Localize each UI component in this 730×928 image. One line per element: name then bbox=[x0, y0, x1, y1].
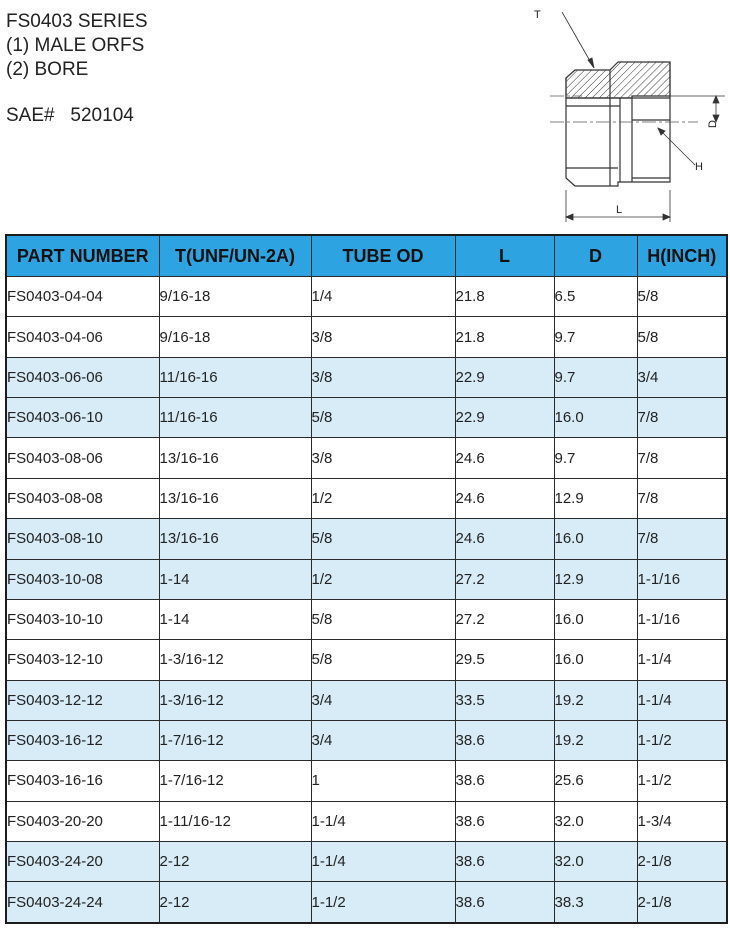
hex-cell: 1-1/4 bbox=[637, 640, 727, 680]
fitting-diagram bbox=[520, 0, 730, 228]
diameter-cell: 6.5 bbox=[554, 277, 637, 317]
thread-cell: 2-12 bbox=[159, 882, 311, 923]
tube-od-cell: 3/4 bbox=[311, 720, 455, 760]
table-row bbox=[6, 882, 727, 923]
thread-cell: 11/16-16 bbox=[159, 398, 311, 438]
diameter-cell: 32.0 bbox=[554, 801, 637, 841]
diameter-cell: 12.9 bbox=[554, 478, 637, 518]
centerline bbox=[550, 96, 698, 122]
series-title: FS0403 SERIES bbox=[6, 11, 148, 32]
diameter-cell: 19.2 bbox=[554, 720, 637, 760]
part-number-cell: FS0403-06-10 bbox=[6, 398, 159, 438]
tube-od-cell: 1/4 bbox=[311, 277, 455, 317]
thread-cell: 1-3/16-12 bbox=[159, 640, 311, 680]
col-header-l: L bbox=[455, 235, 554, 277]
thread-cell: 9/16-18 bbox=[159, 277, 311, 317]
label-l: L bbox=[616, 204, 623, 216]
part-number-cell: FS0403-12-12 bbox=[6, 680, 159, 720]
thread-cell: 1-14 bbox=[159, 599, 311, 639]
diameter-cell: 38.3 bbox=[554, 882, 637, 923]
fitting-body bbox=[566, 62, 670, 186]
col-header-thread: T(UNF/UN-2A) bbox=[159, 235, 311, 277]
table-row bbox=[6, 357, 727, 397]
table-row bbox=[6, 398, 727, 438]
tube-od-cell: 1-1/4 bbox=[311, 842, 455, 882]
part-number-cell: FS0403-06-06 bbox=[6, 357, 159, 397]
diameter-cell: 12.9 bbox=[554, 559, 637, 599]
tube-od-cell: 1-1/2 bbox=[311, 882, 455, 923]
thread-cell: 1-11/16-12 bbox=[159, 801, 311, 841]
part-number-cell: FS0403-24-24 bbox=[6, 882, 159, 923]
diameter-cell: 16.0 bbox=[554, 398, 637, 438]
length-cell: 27.2 bbox=[455, 599, 554, 639]
end-one-label: (1) MALE ORFS bbox=[6, 35, 145, 56]
thread-cell: 13/16-16 bbox=[159, 519, 311, 559]
table-row bbox=[6, 519, 727, 559]
hex-cell: 7/8 bbox=[637, 398, 727, 438]
end-two-label: (2) BORE bbox=[6, 59, 89, 80]
col-header-h: H(INCH) bbox=[637, 235, 727, 277]
hex-cell: 7/8 bbox=[637, 519, 727, 559]
table-header-row bbox=[6, 235, 727, 277]
tube-od-cell: 3/8 bbox=[311, 357, 455, 397]
hex-cell: 3/4 bbox=[637, 357, 727, 397]
diameter-cell: 25.6 bbox=[554, 761, 637, 801]
thread-cell: 9/16-18 bbox=[159, 317, 311, 357]
diameter-cell: 9.7 bbox=[554, 317, 637, 357]
part-number-cell: FS0403-08-10 bbox=[6, 519, 159, 559]
length-cell: 38.6 bbox=[455, 761, 554, 801]
diameter-cell: 9.7 bbox=[554, 357, 637, 397]
length-cell: 22.9 bbox=[455, 357, 554, 397]
tube-od-cell: 1/2 bbox=[311, 478, 455, 518]
col-header-d: D bbox=[554, 235, 637, 277]
hex-cell: 7/8 bbox=[637, 478, 727, 518]
thread-cell: 1-7/16-12 bbox=[159, 761, 311, 801]
tube-od-cell: 3/8 bbox=[311, 317, 455, 357]
table-row bbox=[6, 801, 727, 841]
tube-od-cell: 3/4 bbox=[311, 680, 455, 720]
length-cell: 38.6 bbox=[455, 882, 554, 923]
table-row bbox=[6, 842, 727, 882]
thread-cell: 11/16-16 bbox=[159, 357, 311, 397]
col-header-tube-od: TUBE OD bbox=[311, 235, 455, 277]
table-row bbox=[6, 438, 727, 478]
hex-cell: 7/8 bbox=[637, 438, 727, 478]
part-number-cell: FS0403-08-08 bbox=[6, 478, 159, 518]
hex-cell: 1-1/2 bbox=[637, 720, 727, 760]
part-number-cell: FS0403-12-10 bbox=[6, 640, 159, 680]
diameter-cell: 9.7 bbox=[554, 438, 637, 478]
thread-cell: 1-7/16-12 bbox=[159, 720, 311, 760]
dimension-lines bbox=[562, 12, 725, 222]
length-cell: 21.8 bbox=[455, 317, 554, 357]
hex-cell: 2-1/8 bbox=[637, 882, 727, 923]
hex-cell: 1-1/16 bbox=[637, 599, 727, 639]
thread-cell: 2-12 bbox=[159, 842, 311, 882]
table-row bbox=[6, 478, 727, 518]
table-row bbox=[6, 277, 727, 317]
table-row bbox=[6, 680, 727, 720]
hex-cell: 5/8 bbox=[637, 317, 727, 357]
table-row bbox=[6, 761, 727, 801]
tube-od-cell: 1 bbox=[311, 761, 455, 801]
spec-table bbox=[5, 234, 728, 924]
part-number-cell: FS0403-08-06 bbox=[6, 438, 159, 478]
thread-cell: 1-3/16-12 bbox=[159, 680, 311, 720]
spec-header bbox=[6, 10, 148, 128]
label-h: H bbox=[695, 161, 703, 173]
hex-cell: 5/8 bbox=[637, 277, 727, 317]
tube-od-cell: 3/8 bbox=[311, 438, 455, 478]
tube-od-cell: 5/8 bbox=[311, 398, 455, 438]
length-cell: 38.6 bbox=[455, 842, 554, 882]
tube-od-cell: 5/8 bbox=[311, 640, 455, 680]
length-cell: 21.8 bbox=[455, 277, 554, 317]
col-header-part-number: PART NUMBER bbox=[6, 235, 159, 277]
length-cell: 24.6 bbox=[455, 438, 554, 478]
table-row bbox=[6, 720, 727, 760]
part-number-cell: FS0403-24-20 bbox=[6, 842, 159, 882]
thread-cell: 13/16-16 bbox=[159, 478, 311, 518]
part-number-cell: FS0403-04-06 bbox=[6, 317, 159, 357]
part-number-cell: FS0403-16-16 bbox=[6, 761, 159, 801]
diameter-cell: 19.2 bbox=[554, 680, 637, 720]
table-row bbox=[6, 559, 727, 599]
length-cell: 33.5 bbox=[455, 680, 554, 720]
length-cell: 24.6 bbox=[455, 519, 554, 559]
thread-cell: 13/16-16 bbox=[159, 438, 311, 478]
hex-cell: 2-1/8 bbox=[637, 842, 727, 882]
label-d: D bbox=[707, 120, 719, 128]
length-cell: 29.5 bbox=[455, 640, 554, 680]
part-number-cell: FS0403-10-08 bbox=[6, 559, 159, 599]
diameter-cell: 32.0 bbox=[554, 842, 637, 882]
diameter-cell: 16.0 bbox=[554, 519, 637, 559]
tube-od-cell: 5/8 bbox=[311, 519, 455, 559]
part-number-cell: FS0403-16-12 bbox=[6, 720, 159, 760]
hex-cell: 1-3/4 bbox=[637, 801, 727, 841]
label-t: T bbox=[534, 9, 541, 21]
thread-cell: 1-14 bbox=[159, 559, 311, 599]
tube-od-cell: 1/2 bbox=[311, 559, 455, 599]
length-cell: 24.6 bbox=[455, 478, 554, 518]
hex-cell: 1-1/4 bbox=[637, 680, 727, 720]
part-number-cell: FS0403-10-10 bbox=[6, 599, 159, 639]
length-cell: 27.2 bbox=[455, 559, 554, 599]
length-cell: 38.6 bbox=[455, 801, 554, 841]
hex-cell: 1-1/2 bbox=[637, 761, 727, 801]
hex-cell: 1-1/16 bbox=[637, 559, 727, 599]
length-cell: 38.6 bbox=[455, 720, 554, 760]
sae-number: SAE# 520104 bbox=[6, 105, 134, 126]
diameter-cell: 16.0 bbox=[554, 640, 637, 680]
table-row bbox=[6, 317, 727, 357]
table-row bbox=[6, 599, 727, 639]
tube-od-cell: 1-1/4 bbox=[311, 801, 455, 841]
diameter-cell: 16.0 bbox=[554, 599, 637, 639]
tube-od-cell: 5/8 bbox=[311, 599, 455, 639]
part-number-cell: FS0403-20-20 bbox=[6, 801, 159, 841]
length-cell: 22.9 bbox=[455, 398, 554, 438]
table-row bbox=[6, 640, 727, 680]
part-number-cell: FS0403-04-04 bbox=[6, 277, 159, 317]
